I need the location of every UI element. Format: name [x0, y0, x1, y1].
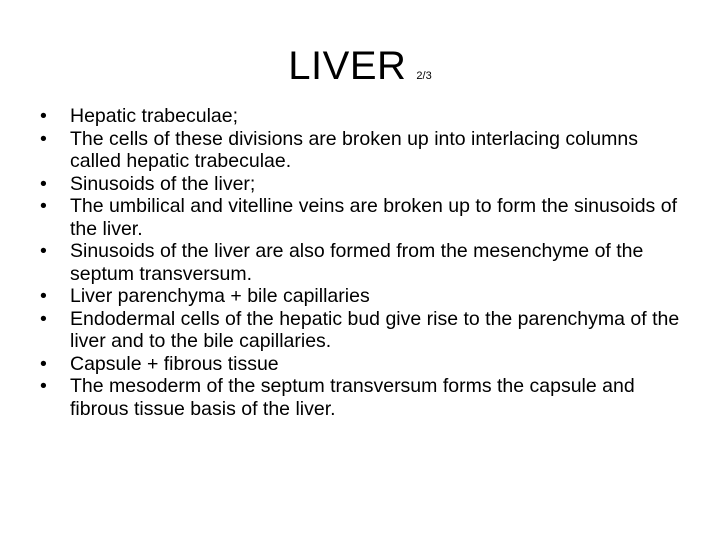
bullet-item [36, 375, 684, 420]
bullet-text: Sinusoids of the liver; [70, 172, 256, 195]
bullet-text: Sinusoids of the liver are also formed from the mesenchyme of the septum transversum. [70, 240, 644, 285]
bullet-icon: • [40, 285, 47, 307]
bullet-item [36, 105, 684, 128]
bullet-item [36, 285, 684, 308]
bullet-text: Liver parenchyma + bile capillaries [70, 285, 370, 307]
page-indicator: 2/3 [416, 70, 432, 82]
bullet-icon: • [40, 375, 47, 397]
bullet-item [36, 308, 684, 353]
title-text: LIVER [288, 44, 407, 88]
bullet-icon: • [40, 307, 47, 330]
bullet-list [36, 105, 684, 420]
bullet-text: The mesoderm of the septum transversum forms the capsule and fibrous tissue basis of the liver. [70, 375, 635, 420]
bullet-text: Hepatic trabeculae; [70, 105, 239, 127]
bullet-item [36, 195, 684, 240]
bullet-text: The umbilical and vitelline veins are broken up to form the sinusoids of the liver. [70, 195, 677, 240]
bullet-icon: • [40, 172, 47, 195]
bullet-text: The cells of these divisions are broken up into interlacing columns called hepatic trabeculae. [70, 127, 638, 172]
bullet-item [36, 353, 684, 376]
bullet-icon: • [40, 127, 47, 150]
bullet-item [36, 240, 684, 285]
bullet-text: Capsule + fibrous tissue [70, 352, 279, 375]
bullet-text: Endodermal cells of the hepatic bud give rise to the parenchyma of the liver and to the bile capillaries. [70, 307, 680, 352]
bullet-icon: • [40, 105, 47, 127]
bullet-item [36, 128, 684, 173]
bullet-icon: • [40, 240, 47, 262]
bullet-item [36, 173, 684, 196]
bullet-icon: • [40, 195, 47, 217]
bullet-icon: • [40, 352, 47, 375]
slide-title [0, 42, 720, 90]
